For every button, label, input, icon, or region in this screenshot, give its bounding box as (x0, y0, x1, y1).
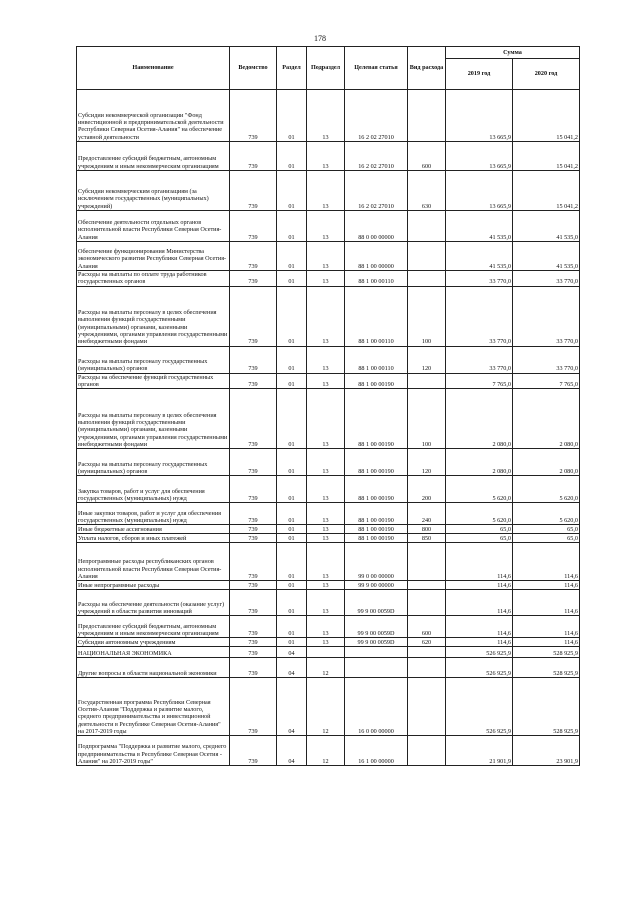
row-name: Предоставление субсидий бюджетным, автономным учреждениям и иным некоммерческим организациям (77, 142, 230, 171)
row-sum-2019: 13 665,9 (446, 90, 513, 142)
row-ved: 739 (230, 616, 277, 638)
row-razdel: 04 (277, 647, 307, 658)
row-podrazdel: 13 (307, 211, 345, 242)
row-podrazdel: 13 (307, 389, 345, 449)
row-sum-2019: 5 620,0 (446, 503, 513, 525)
row-name: Иные непрограммные расходы (77, 581, 230, 590)
table-row (77, 678, 580, 736)
row-podrazdel: 13 (307, 346, 345, 373)
row-name: Иные бюджетные ассигнования (77, 525, 230, 534)
row-razdel: 01 (277, 476, 307, 503)
row-sum-2019: 65,0 (446, 525, 513, 534)
header-name: Наименование (77, 47, 230, 90)
row-target-article: 16 2 02 27010 (345, 90, 408, 142)
row-ved: 739 (230, 678, 277, 736)
row-razdel: 01 (277, 581, 307, 590)
row-target-article: 99 9 00 0059D (345, 638, 408, 647)
row-sum-2019: 526 925,9 (446, 678, 513, 736)
row-ved: 739 (230, 647, 277, 658)
row-sum-2020: 33 770,0 (513, 271, 580, 287)
table-row (77, 286, 580, 346)
row-expense-type (408, 271, 446, 287)
header-expense-type: Вид расхода (408, 47, 446, 90)
row-ved: 739 (230, 581, 277, 590)
row-ved: 739 (230, 534, 277, 543)
row-ved: 739 (230, 242, 277, 271)
row-sum-2020: 5 620,0 (513, 503, 580, 525)
row-name: Обеспечение деятельности отдельных органов исполнительной власти Республики Северная Осетия-Алания (77, 211, 230, 242)
row-expense-type: 620 (408, 638, 446, 647)
row-razdel: 04 (277, 736, 307, 766)
row-sum-2019: 2 080,0 (446, 389, 513, 449)
row-name: Расходы на выплаты персоналу в целях обеспечения выполнения функций государственными (муниципальными) органами, казенными учреждениями, органами управления государственными внебюджетными фондами (77, 389, 230, 449)
row-sum-2020: 15 041,2 (513, 90, 580, 142)
row-expense-type: 120 (408, 346, 446, 373)
row-razdel: 01 (277, 616, 307, 638)
row-expense-type (408, 590, 446, 616)
row-name: Расходы на выплаты персоналу государственных (муниципальных) органов (77, 346, 230, 373)
row-razdel: 01 (277, 373, 307, 389)
row-name: Государственная программа Республики Северная Осетия-Алания "Поддержка и развитие малого, среднего предпринимательства и инвестиционной деятельности в Республике Северная Осетия-Алания" на 2017-2019 годы (77, 678, 230, 736)
row-sum-2019: 13 665,9 (446, 171, 513, 211)
row-podrazdel: 13 (307, 449, 345, 476)
table-row (77, 90, 580, 142)
row-sum-2019: 526 925,9 (446, 658, 513, 678)
row-target-article: 88 1 00 00000 (345, 242, 408, 271)
row-razdel: 01 (277, 543, 307, 581)
row-podrazdel: 13 (307, 373, 345, 389)
row-razdel: 01 (277, 590, 307, 616)
row-ved: 739 (230, 525, 277, 534)
table-row (77, 525, 580, 534)
table-row (77, 616, 580, 638)
row-target-article: 88 1 00 00110 (345, 271, 408, 287)
table-row (77, 534, 580, 543)
table-row (77, 449, 580, 476)
row-razdel: 01 (277, 525, 307, 534)
row-ved: 739 (230, 449, 277, 476)
row-expense-type (408, 678, 446, 736)
row-expense-type: 100 (408, 389, 446, 449)
row-podrazdel: 12 (307, 658, 345, 678)
row-ved: 739 (230, 476, 277, 503)
row-expense-type: 100 (408, 286, 446, 346)
row-sum-2019: 114,6 (446, 581, 513, 590)
row-razdel: 01 (277, 90, 307, 142)
table-row (77, 581, 580, 590)
row-razdel: 01 (277, 171, 307, 211)
row-sum-2020: 5 620,0 (513, 476, 580, 503)
row-sum-2019: 114,6 (446, 590, 513, 616)
row-sum-2020: 65,0 (513, 534, 580, 543)
row-name: Иные закупки товаров, работ и услуг для обеспечения государственных (муниципальных) нужд (77, 503, 230, 525)
row-sum-2019: 65,0 (446, 534, 513, 543)
row-ved: 739 (230, 389, 277, 449)
row-target-article (345, 658, 408, 678)
row-name: Субсидии некоммерческим организациям (за исключением государственных (муниципальных) учреждений) (77, 171, 230, 211)
header-2019: 2019 год (446, 59, 513, 90)
row-sum-2019: 114,6 (446, 616, 513, 638)
row-name: Подпрограмма "Поддержка и развитие малого, среднего предпринимательства в Республике Северная Осетия - Алания" на 2017-2019 годы" (77, 736, 230, 766)
row-target-article (345, 647, 408, 658)
row-target-article: 88 1 00 00110 (345, 346, 408, 373)
row-razdel: 01 (277, 389, 307, 449)
row-podrazdel: 13 (307, 616, 345, 638)
row-expense-type (408, 90, 446, 142)
row-name: Расходы на обеспечение деятельности (оказание услуг) учреждений в области развития инноваций (77, 590, 230, 616)
row-expense-type: 800 (408, 525, 446, 534)
row-sum-2020: 41 535,0 (513, 211, 580, 242)
row-sum-2019: 33 770,0 (446, 346, 513, 373)
row-expense-type (408, 647, 446, 658)
row-name: Предоставление субсидий бюджетным, автономным учреждениям и иным некоммерческим организациям (77, 616, 230, 638)
row-ved: 739 (230, 171, 277, 211)
table-row (77, 171, 580, 211)
row-expense-type: 240 (408, 503, 446, 525)
table-row (77, 346, 580, 373)
table-row (77, 373, 580, 389)
row-target-article: 88 1 00 00190 (345, 389, 408, 449)
row-sum-2019: 33 770,0 (446, 271, 513, 287)
row-expense-type: 200 (408, 476, 446, 503)
row-target-article: 16 2 02 27010 (345, 142, 408, 171)
row-name: Субсидии автономным учреждениям (77, 638, 230, 647)
row-ved: 739 (230, 90, 277, 142)
row-name: Расходы на выплаты по оплате труда работников государственных органов (77, 271, 230, 287)
row-podrazdel: 13 (307, 476, 345, 503)
row-target-article: 99 0 00 00000 (345, 543, 408, 581)
row-expense-type (408, 658, 446, 678)
row-expense-type (408, 373, 446, 389)
table-row (77, 476, 580, 503)
row-sum-2019: 526 925,9 (446, 647, 513, 658)
row-podrazdel: 13 (307, 503, 345, 525)
row-name: Субсидии некоммерческой организации "Фонд инвестиционной и предпринимательской деятельности Республики Северная Осетия-Алания" на обеспечение уставной деятельности (77, 90, 230, 142)
row-podrazdel: 13 (307, 242, 345, 271)
row-target-article: 88 1 00 00190 (345, 373, 408, 389)
row-name: НАЦИОНАЛЬНАЯ ЭКОНОМИКА (77, 647, 230, 658)
table-row (77, 242, 580, 271)
row-target-article: 16 2 02 27010 (345, 171, 408, 211)
row-ved: 739 (230, 543, 277, 581)
row-razdel: 01 (277, 449, 307, 476)
row-name: Расходы на выплаты персоналу государственных (муниципальных) органов (77, 449, 230, 476)
row-expense-type: 120 (408, 449, 446, 476)
header-sum: Сумма (446, 47, 580, 59)
row-razdel: 01 (277, 503, 307, 525)
row-razdel: 04 (277, 658, 307, 678)
row-expense-type (408, 543, 446, 581)
row-target-article: 88 1 00 00190 (345, 503, 408, 525)
row-target-article: 99 9 00 0059D (345, 616, 408, 638)
row-podrazdel: 13 (307, 171, 345, 211)
row-razdel: 01 (277, 271, 307, 287)
row-razdel: 01 (277, 242, 307, 271)
row-name: Уплата налогов, сборов и иных платежей (77, 534, 230, 543)
row-sum-2020: 7 765,0 (513, 373, 580, 389)
row-expense-type: 850 (408, 534, 446, 543)
header-2020: 2020 год (513, 59, 580, 90)
row-razdel: 01 (277, 286, 307, 346)
row-ved: 739 (230, 286, 277, 346)
row-target-article: 88 1 00 00190 (345, 476, 408, 503)
row-razdel: 04 (277, 678, 307, 736)
table-row (77, 142, 580, 171)
row-sum-2019: 5 620,0 (446, 476, 513, 503)
row-podrazdel: 12 (307, 736, 345, 766)
table-row (77, 271, 580, 287)
row-ved: 739 (230, 590, 277, 616)
row-sum-2019: 13 665,9 (446, 142, 513, 171)
row-name: Обеспечение функционирования Министерства экономического развития Республики Северная Осетия-Алания (77, 242, 230, 271)
row-ved: 739 (230, 346, 277, 373)
row-sum-2020: 15 041,2 (513, 142, 580, 171)
row-sum-2020: 15 041,2 (513, 171, 580, 211)
table-row (77, 543, 580, 581)
row-sum-2019: 2 080,0 (446, 449, 513, 476)
row-sum-2019: 114,6 (446, 638, 513, 647)
row-sum-2020: 33 770,0 (513, 346, 580, 373)
row-sum-2020: 2 080,0 (513, 449, 580, 476)
row-sum-2020: 528 925,9 (513, 658, 580, 678)
row-sum-2020: 41 535,0 (513, 242, 580, 271)
row-name: Закупка товаров, работ и услуг для обеспечения государственных (муниципальных) нужд (77, 476, 230, 503)
row-podrazdel: 13 (307, 142, 345, 171)
row-sum-2020: 114,6 (513, 616, 580, 638)
row-podrazdel: 13 (307, 286, 345, 346)
row-podrazdel: 13 (307, 90, 345, 142)
row-target-article: 16 0 00 00000 (345, 678, 408, 736)
row-name: Расходы на выплаты персоналу в целях обеспечения выполнения функций государственными (муниципальными) органами, казенными учреждениями, органами управления государственными внебюджетными фондами (77, 286, 230, 346)
row-sum-2020: 114,6 (513, 590, 580, 616)
header-ved: Ведомство (230, 47, 277, 90)
row-podrazdel: 12 (307, 678, 345, 736)
row-ved: 739 (230, 373, 277, 389)
row-expense-type: 600 (408, 142, 446, 171)
row-expense-type: 600 (408, 616, 446, 638)
row-ved: 739 (230, 142, 277, 171)
table-row (77, 211, 580, 242)
row-ved: 739 (230, 638, 277, 647)
budget-table (76, 46, 580, 766)
row-target-article: 88 1 00 00190 (345, 525, 408, 534)
table-row (77, 503, 580, 525)
table-row (77, 638, 580, 647)
row-sum-2019: 21 901,9 (446, 736, 513, 766)
row-name: Расходы на обеспечение функций государственных органов (77, 373, 230, 389)
header-podrazdel: Подраздел (307, 47, 345, 90)
row-sum-2020: 33 770,0 (513, 286, 580, 346)
table-row (77, 658, 580, 678)
row-ved: 739 (230, 658, 277, 678)
row-podrazdel: 13 (307, 543, 345, 581)
row-sum-2020: 528 925,9 (513, 678, 580, 736)
row-target-article: 99 9 00 00000 (345, 581, 408, 590)
row-sum-2019: 7 765,0 (446, 373, 513, 389)
row-razdel: 01 (277, 346, 307, 373)
table-row (77, 736, 580, 766)
row-sum-2019: 114,6 (446, 543, 513, 581)
table-row (77, 590, 580, 616)
row-sum-2020: 23 901,9 (513, 736, 580, 766)
row-target-article: 88 0 00 00000 (345, 211, 408, 242)
row-target-article: 88 1 00 00190 (345, 534, 408, 543)
table-row (77, 389, 580, 449)
row-ved: 739 (230, 503, 277, 525)
row-expense-type (408, 211, 446, 242)
row-name: Непрограммные расходы республиканских органов исполнительной власти Республики Северная Осетия-Алания (77, 543, 230, 581)
row-sum-2020: 114,6 (513, 638, 580, 647)
header-target-article: Целевая статья (345, 47, 408, 90)
row-sum-2020: 114,6 (513, 543, 580, 581)
row-podrazdel: 13 (307, 590, 345, 616)
page-number: 178 (314, 34, 326, 43)
row-target-article: 88 1 00 00110 (345, 286, 408, 346)
row-podrazdel: 13 (307, 581, 345, 590)
row-target-article: 16 1 00 00000 (345, 736, 408, 766)
row-razdel: 01 (277, 534, 307, 543)
row-podrazdel (307, 647, 345, 658)
row-expense-type (408, 242, 446, 271)
row-expense-type (408, 736, 446, 766)
row-razdel: 01 (277, 211, 307, 242)
row-name: Другие вопросы в области национальной экономики (77, 658, 230, 678)
row-sum-2019: 33 770,0 (446, 286, 513, 346)
row-sum-2020: 65,0 (513, 525, 580, 534)
row-razdel: 01 (277, 142, 307, 171)
table-row (77, 647, 580, 658)
row-target-article: 88 1 00 00190 (345, 449, 408, 476)
row-sum-2020: 2 080,0 (513, 389, 580, 449)
row-sum-2019: 41 535,0 (446, 242, 513, 271)
row-ved: 739 (230, 271, 277, 287)
row-podrazdel: 13 (307, 271, 345, 287)
row-target-article: 99 9 00 0059D (345, 590, 408, 616)
row-ved: 739 (230, 736, 277, 766)
row-podrazdel: 13 (307, 534, 345, 543)
row-podrazdel: 13 (307, 525, 345, 534)
header-razdel: Раздел (277, 47, 307, 90)
row-sum-2020: 114,6 (513, 581, 580, 590)
row-sum-2020: 528 925,9 (513, 647, 580, 658)
row-razdel: 01 (277, 638, 307, 647)
row-ved: 739 (230, 211, 277, 242)
row-expense-type: 630 (408, 171, 446, 211)
row-expense-type (408, 581, 446, 590)
row-sum-2019: 41 535,0 (446, 211, 513, 242)
row-podrazdel: 13 (307, 638, 345, 647)
